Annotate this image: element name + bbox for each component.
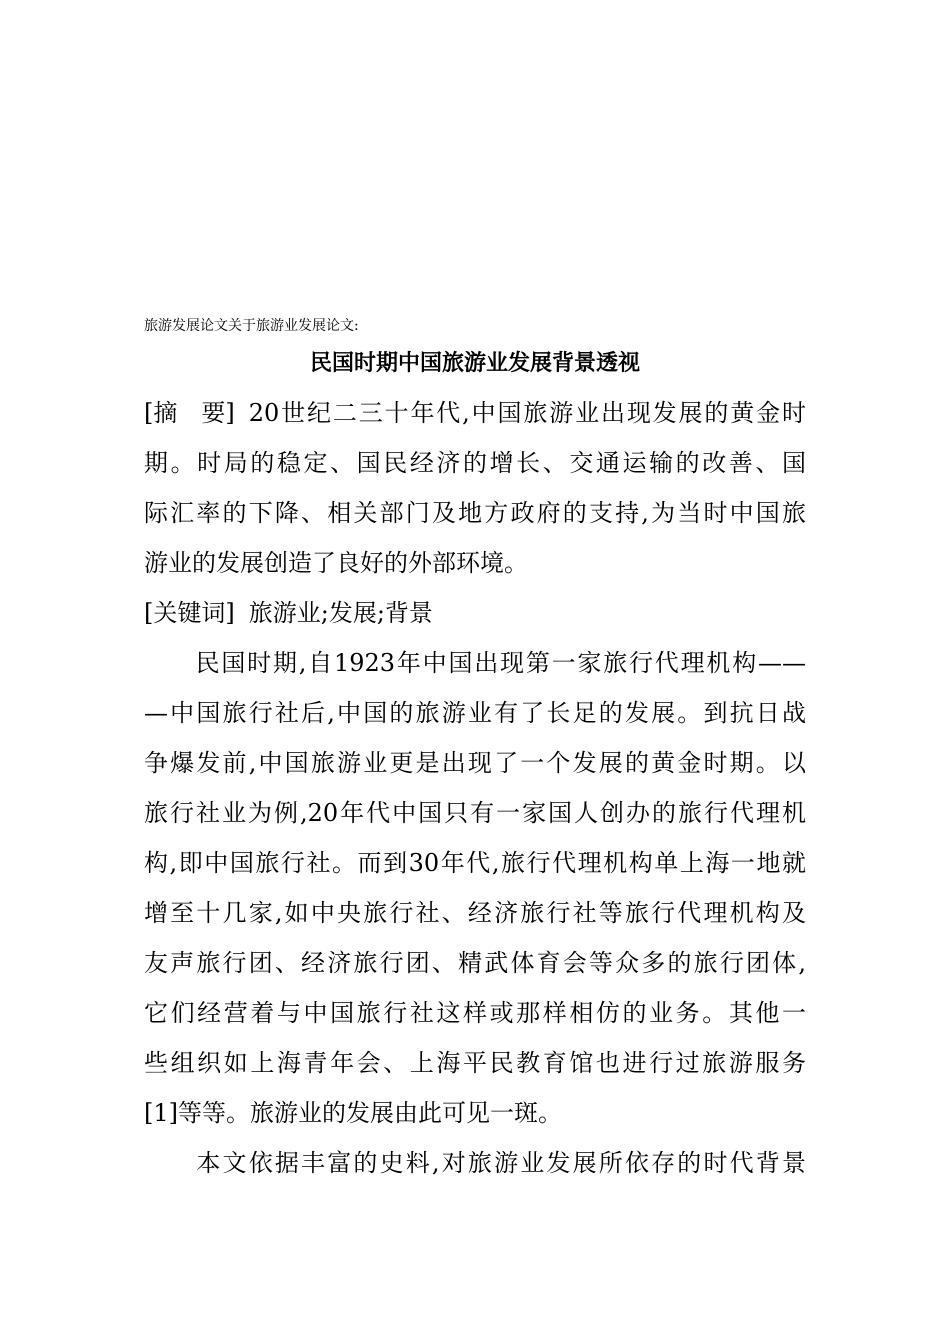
paragraph-line: 争爆发前,中国旅游业更是出现了一个发展的黄金时期。以 bbox=[144, 749, 806, 777]
abstract-label: [摘 要] bbox=[144, 399, 235, 427]
paragraph-line: —中国旅行社后,中国的旅游业有了长足的发展。到抗日战 bbox=[144, 699, 806, 727]
paragraph-line: 民国时期,自1923年中国出现第一家旅行代理机构—— bbox=[144, 649, 806, 677]
keywords-line bbox=[144, 597, 806, 629]
abstract-line: 期。时局的稳定、国民经济的增长、交通运输的改善、国 bbox=[144, 449, 806, 477]
paragraph-line: 增至十几家,如中央旅行社、经济旅行社等旅行代理机构及 bbox=[144, 899, 806, 927]
document-title: 民国时期中国旅游业发展背景透视 bbox=[309, 350, 640, 376]
paragraph-line: 些组织如上海青年会、上海平民教育馆也进行过旅游服务 bbox=[144, 1049, 806, 1077]
paragraph-line: 它们经营着与中国旅行社这样或那样相仿的业务。其他一 bbox=[144, 999, 806, 1027]
paragraph-line: 构,即中国旅行社。而到30年代,旅行代理机构单上海一地就 bbox=[144, 849, 806, 877]
abstract-line: 际汇率的下降、相关部门及地方政府的支持,为当时中国旅 bbox=[144, 499, 806, 527]
abstract-text: 20世纪二三十年代,中国旅游业出现发展的黄金时 bbox=[248, 399, 806, 427]
keywords-label: [关键词] bbox=[144, 599, 235, 627]
abstract-line: 游业的发展创造了良好的外部环境。 bbox=[144, 549, 528, 577]
paragraph-line: 旅行社业为例,20年代中国只有一家国人创办的旅行代理机 bbox=[144, 799, 806, 827]
paragraph-line: 本文依据丰富的史料,对旅游业发展所依存的时代背景 bbox=[144, 1149, 806, 1177]
paragraph-line: [1]等等。旅游业的发展由此可见一斑。 bbox=[144, 1099, 562, 1127]
abstract-line bbox=[144, 397, 806, 429]
document-kicker: 旅游发展论文关于旅游业发展论文: bbox=[144, 318, 359, 334]
paragraph-line: 友声旅行团、经济旅行团、精武体育会等众多的旅行团体, bbox=[144, 949, 806, 977]
keywords-text: 旅游业;发展;背景 bbox=[248, 599, 433, 627]
